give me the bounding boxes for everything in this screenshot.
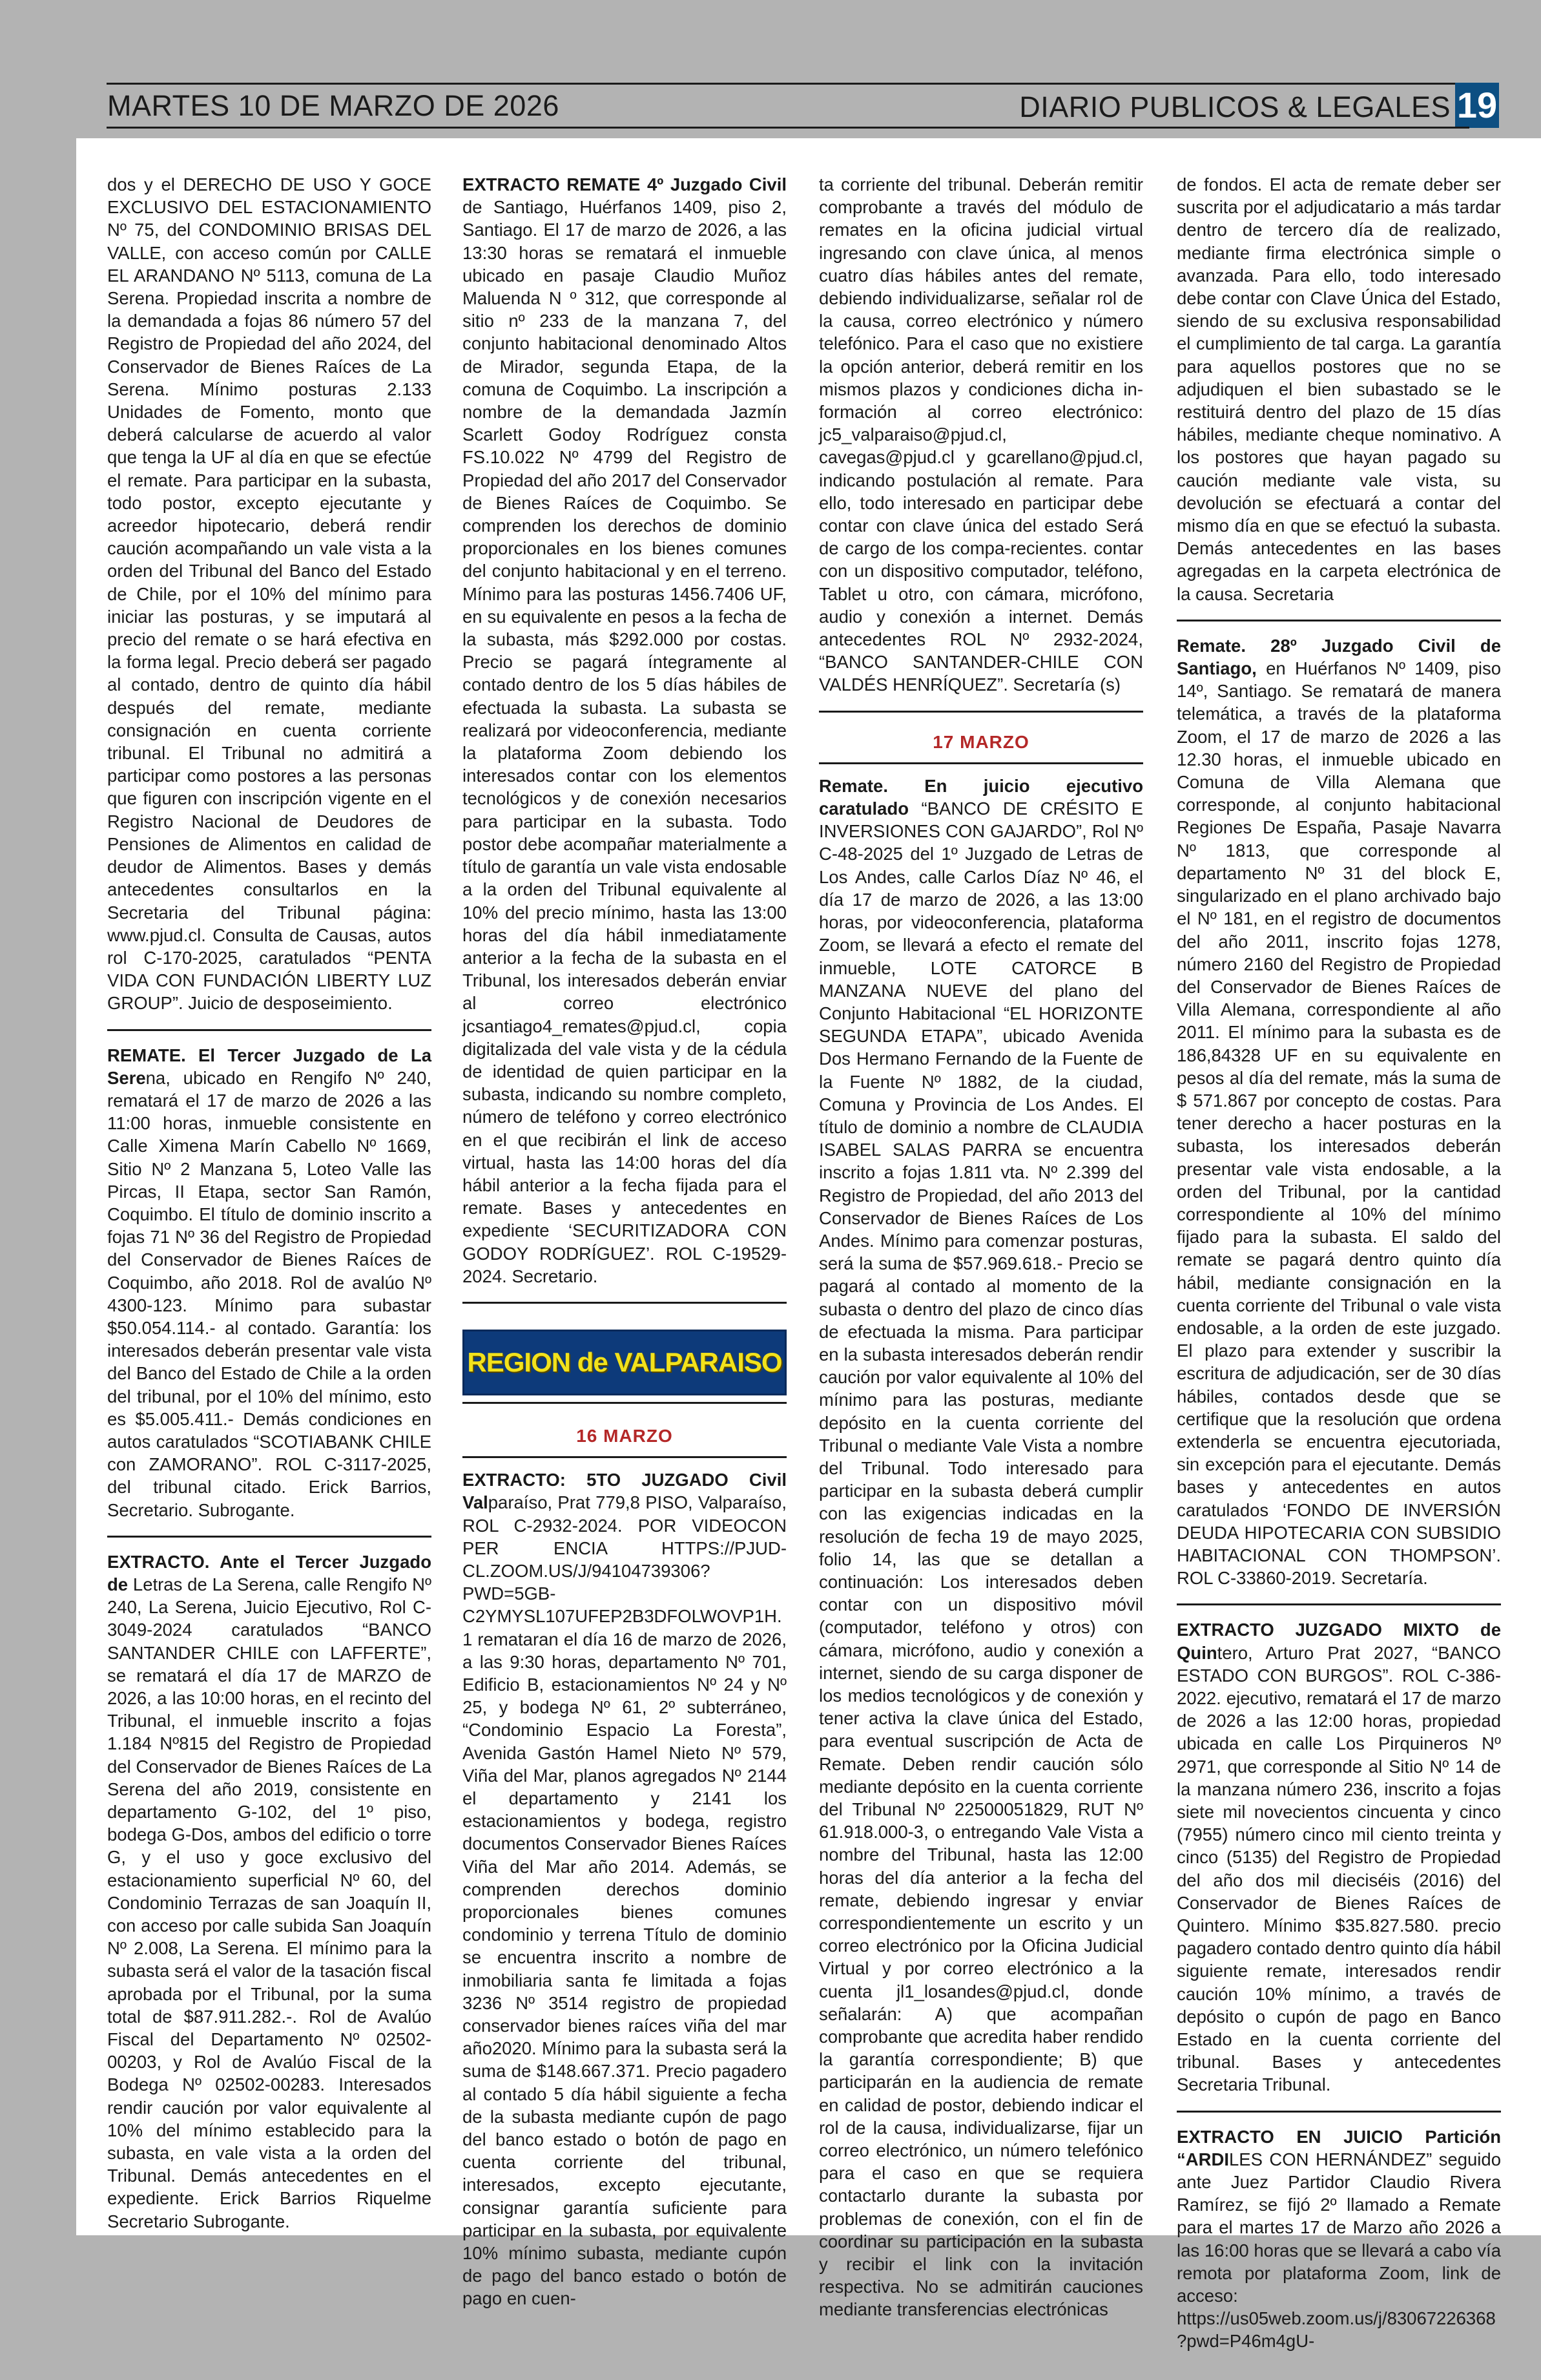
notice-penta-vida <box>107 173 431 1031</box>
notice-bci-gajardo <box>819 775 1143 2335</box>
notice-ardiles-hernandez <box>1177 2125 1501 2367</box>
notice-santander-valdes-cont <box>819 173 1143 713</box>
notice-body: dos y el DERECHO DE USO Y GOCE EXCLUSIVO DEL ESTACIONAMIENTO Nº 75, del CONDOMINIO BRISAS DEL VALLE, con acceso común por CALLE EL ARANDANO Nº 5113, comuna de La Serena. Propiedad inscrita a nombre de la demandada a fojas 86 número 57 del Registro de Propiedad del año 2024, del Conservador de Bienes Raíces de La Serena. Mínimo posturas 2.133 Unidades de Fomento, monto que deberá calcularse de acuerdo al valor que tenga la UF al día en que se efectúe el remate. Para participar en la subasta, todo postor, excepto ejecutante y acreedor hipotecario, deberá rendir caución acompañando un vale vista a la orden del Tribunal del Banco del Estado de Chile, por el 10% del mínimo para iniciar las posturas, y se imputará al precio del remate o se hará efectiva en la forma legal. Precio deberá ser pagado al contado, dentro de quinto día hábil después del remate, mediante consignación en cuenta corriente tribunal. El Tribunal no admitirá a participar como postores a las personas que figuren con inscripción vigente en el Registro Nacional de Deudores de Pensiones de Alimentos en calidad de deudor de Alimentos. Bases y demás antecedentes consultarlos en la Secretaria del Tribunal página: www.pjud.cl. Consulta de Causas, autos rol C-170-2025, caratulados “PENTA VIDA CON FUNDACIÓN LIBERTY LUZ GROUP”. Juicio de desposeimiento. <box>107 174 431 1014</box>
notice-scotiabank-zamorano <box>107 1044 431 1538</box>
notice-lead: REMATE. El Tercer Juzgado de La Sere <box>107 1045 431 1088</box>
notice-lead: EXTRACTO: 5TO JUZGADO Civil Val <box>462 1470 787 1513</box>
notice-body: na, ubicado en Rengifo Nº 240, rematará el 17 de marzo de 2026 a las 11:00 horas, inmueble consistente en Calle Ximena Marín Cabello Nº 1669, Sitio Nº 2 Manzana 5, Loteo Valle las Pircas, II Etapa, sector San Ramón, Coquimbo. El título de dominio inscrito a fojas 71 Nº 36 del Registro de Propiedad del Conservador de Bienes Raíces de Coquimbo, año 2018. Rol de avalúo Nº 4300-123. Mínimo para subastar $50.054.114.- al contado. Garantía: los interesados deberán presentar vale vista del Banco del Estado de Chile a la orden del tribunal, por el 10% del mínimo, esto es $5.005.411.- Demás condiciones en autos caratulados “SCOTIABANK CHILE con ZAMORANO”. ROL C-3117-2025, del tribunal citado. Erick Barrios, Secretario. Subrogante. <box>107 1067 431 1520</box>
notice-body: en Huérfanos Nº 1409, piso 14º, Santiago. Se rematará de manera telemática, a través de la plataforma Zoom, el 17 de marzo de 2026 a las 12.30 horas, el inmueble ubicado en Comuna de Villa Alemana que corresponde, al conjunto habitacional Regiones De España, Pasaje Navarra Nº 1813, que corresponde al departamento Nº 31 del block E, singularizado en el plano archivado bajo el Nº 181, en el registro de documentos del año 2011, inscrito fojas 1278, número 2160 del Registro de Propiedad del Conservador de Bienes Raíces de Villa Alemana, correspondiente al año 2011. El mínimo para la subasta es de 186,84328 UF en su equivalente en pesos al día del remate, más la suma de $ 571.867 por concepto de costas. Para tener derecho a hacer posturas en la subasta, los interesados deberán presentar vale vista endosable, a la orden del Tribunal, por la cantidad correspondiente al 10% del mínimo fijado para la subasta. El saldo del remate se pagará dentro quinto día hábil, mediante consignación en la cuenta corriente del Tribunal o vale vista endosable, a la orden de este juzgado. El plazo para extender y suscribir la escritura de adjudicación, ser de 30 días hábiles, contados desde que se certifique que la resolución que ordena extenderla se encuentra ejecutoriada, sin excepción para el ejecutante. Demás bases y antecedentes en autos caratulados ‘FONDO DE INVERSIÓN DEUDA HIPOTECARIA CON SUBSIDIO HABITACIONAL CON THOMPSON’. ROL C-33860-2019. Secretaría. <box>1177 658 1501 1589</box>
notice-lead: EXTRACTO EN JUICIO Partición “ARDI <box>1177 2126 1501 2169</box>
notice-bancoestado-burgos <box>1177 1618 1501 2112</box>
notice-santander-valdes <box>462 1468 787 2324</box>
notice-lead: EXTRACTO. Ante el Tercer Juzgado de <box>107 1551 431 1594</box>
notice-lead: Remate. 28º Juzgado Civil de Santiago, <box>1177 635 1501 679</box>
notice-securitizadora-godoy <box>462 173 787 1304</box>
header-bottom-rule <box>107 127 1469 129</box>
header-top-rule <box>107 83 1469 85</box>
region-banner <box>462 1330 787 1395</box>
column-1 <box>107 173 431 2260</box>
page-header <box>0 0 1541 137</box>
notice-lead: Remate. En juicio ejecutivo caratulado <box>819 775 1143 819</box>
notice-bci-gajardo-cont <box>1177 173 1501 621</box>
page-number: 19 <box>1455 83 1499 128</box>
region-section <box>462 1330 787 1404</box>
date-heading-17-marzo: 17 MARZO <box>819 725 1143 764</box>
date-heading-16-marzo: 16 MARZO <box>462 1419 787 1458</box>
notice-body: de Santiago, Huérfanos 1409, piso 2, Santiago. El 17 de marzo de 2026, a las 13:30 horas se rematará el inmueble ubicado en pasaje Claudio Muñoz Maluenda N º 312, que corresponde al sitio nº 233 de la manzana 7, del conjunto habitacional denominado Altos de Mirador, segunda Etapa, de la comuna de Coquimbo. La inscripción a nombre de la demandada Jazmín Scarlett Godoy Rodríguez consta FS.10.022 Nº 4799 del Registro de Propiedad del año 2017 del Conservador de Bienes Raíces de Coquimbo. Se comprenden los derechos de dominio proporcionales en los bienes comunes del conjunto habitacional y en el terreno. Mínimo para las posturas 1456.7406 UF, en su equivalente en pesos a la fecha de la subasta, más $292.000 por costas. Precio se pagará íntegramente al contado dentro de los 5 días hábiles de efectuada la subasta. La subasta se realizará por videoconferencia, mediante la plataforma Zoom debiendo los interesados contar con los elementos tecnológicos y de conexión necesarios para participar en la subasta. Todo postor debe acompañar materialmente a título de garantía un vale vista endosable a la orden del Tribunal equivalente al 10% del precio mínimo, hasta las 13:00 horas del día hábil inmediatamente anterior a la fecha de la subasta en el Tribunal, los interesados deberán enviar al correo electrónico jcsantiago4_remates@pjud.cl, copia digitalizada del vale vista y de la cédula de identidad de quien participar en la subasta, indicando su nombre completo, número de teléfono y correo electrónico en el que recibirán el link de acceso virtual, hasta las 14:00 horas del día hábil anterior a la fecha fijada para el remate. Bases y antecedentes en expediente ‘SECURITIZADORA CON GODOY RODRÍGUEZ’. ROL C-19529-2024. Secretario. <box>462 197 787 1286</box>
notice-fondo-inversion-thompson <box>1177 634 1501 1606</box>
notice-body: tero, Arturo Prat 2027, “BANCO ESTADO CON BURGOS”. ROL C-386-2022. ejecutivo, rematará el 17 de marzo de 2026 a las 12:00 horas, propiedad ubicada en calle Los Pirquineros Nº 2971, que corresponde al Sitio Nº 14 de la manzana número 236, inscrito a fojas siete mil novecientos cincuenta y cinco (7955) número cinco mil ciento treinta y cinco (5135) del Registro de Propiedad del año dos mil dieciséis (2016) del Conservador de Bienes Raíces de Quintero. Mínimo $35.827.580. precio pagadero contado dentro quinto día hábil siguiente remate, interesados rendir caución 10% mínimo, a través de depósito o cupón de pago en Banco Estado en la cuenta corriente del tribunal. Bases y antecedentes Secretaria Tribunal. <box>1177 1642 1501 2095</box>
notice-body: Letras de La Serena, calle Rengifo Nº 240, La Serena, Juicio Ejecutivo, Rol C-3049-2024 caratulados “BANCO SANTANDER CHILE con LAFFERTE”, se rematará el día 17 de MARZO de 2026, a las 10:00 horas, en el recinto del Tribunal, el inmueble inscrito a fojas 1.184 Nº815 del Registro de Propiedad del Conservador de Bienes Raíces de La Serena del año 2019, consistente en departamento G-102, del 1º piso, bodega G-Dos, ambos del edificio o torre G, y el uso y goce exclusivo del estacionamiento superficial Nº 60, del Condominio Terrazas de san Joaquín II, con acceso por calle subida San Joaquín Nº 2.008, La Serena. El mínimo para la subasta será el valor de la tasación fiscal aprobada por el Tribunal, por la suma total de $87.911.282.-. Rol de Avalúo Fiscal del Departamento Nº 02502-00203, y Rol de Avalúo Fiscal de la Bodega Nº 02502-00283. Interesados rendir caución por valor equivalente al 10% del mínimo establecido para la subasta, en vale vista a la orden del Tribunal. Demás antecedentes en el expediente. Erick Barrios Riquelme Secretario Subrogante. <box>107 1574 431 2231</box>
notice-lead: EXTRACTO REMATE 4º Juzgado Civil <box>462 174 787 194</box>
notice-body: paraíso, Prat 779,8 PISO, Valparaíso, ROL C-2932-2024. POR VIDEOCON PER ENCIA HTTPS://PJUD-CL.ZOOM.US/J/94104739306?PWD=5GB-C2YMYSL107UFEP2B3DFOLWOVP1H.1 remataran el día 16 de marzo de 2026, a las 9:30 horas, departamento Nº 701, Edificio B, estacionamientos Nº 24 y Nº 25, y bodega Nº 61, 2º subterráneo, “Condominio Espacio La Foresta”, Avenida Gastón Hamel Nieto Nº 579, Viña del Mar, planos agregados Nº 2144 el departamento y 2141 los estacionamientos y bodega, registro documentos Conservador Bienes Raíces Viña del Mar año 2014. Además, se comprenden derechos dominio proporcionales bienes comunes condominio y terrena Título de dominio se encuentra inscrito a nombre de inmobiliaria santa fe limitada a fojas 3236 Nº 3514 registro de propiedad conservador bienes raíces viña del mar año2020. Mínimo para la subasta será la suma de $148.667.371. Precio pagadero al contado 5 día hábil siguiente a fecha de la subasta mediante cupón de pago del banco estado o botón de pago en cuenta corriente del tribunal, interesados, excepto ejecutante, consignar garantía suficiente para participar en la subasta, por equivalente 10% mínimo subasta, mediante cupón de pago del banco estado o botón de pago en cuen- <box>462 1492 787 2309</box>
notice-body: “BANCO DE CRÉSITO E INVERSIONES CON GAJARDO”, Rol Nº C-48-2025 del 1º Juzgado de Letras de Los Andes, calle Carlos Díaz Nº 46, el día 17 de marzo de 2026, a las 13:00 horas, por videoconferencia, plataforma Zoom, se llevará a efecto el remate del inmueble, LOTE CATORCE B MANZANA NUEVE del plano del Conjunto Habitacional “EL HORIZONTE SEGUNDA ETAPA”, ubicado Avenida Dos Hermano Fernando de la Fuente de la Fuente Nº 1882, de la ciudad, Comuna y Provincia de Los Andes. El título de dominio a nombre de CLAUDIA ISABEL SALAS PARRA se encuentra inscrito a fojas 1.811 vta. Nº 2.399 del Registro de Propiedad, del año 2013 del Conservador de Bienes Raíces de Los Andes. Mínimo para comenzar posturas, será la suma de $57.969.618.- Precio se pagará al contado al momento de la subasta o dentro del plazo de cinco días de efectuada la misma. Para participar en la subasta interesados deberán rendir caución por valor equivalente al 10% del mínimo para las posturas, mediante depósito en la cuenta corriente del Tribunal o mediante Vale Vista a nombre del Tribunal. Todo interesado para participar en la subasta deberá cumplir con las exigencias indicadas en la resolución de fecha 19 de mayo 2025, folio 14, las que se detallan a continuación: Los interesados deben contar con un dispositivo móvil (computador, teléfono y otros) con cámara, micrófono, audio y conexión a internet, siendo de su carga disponer de los medios tecnológicos y de conexión y tener activa la clave única del Estado, para eventual suscripción de Acta de Remate. Deben rendir caución sólo mediante depósito en la cuenta corriente del Tribunal Nº 22500051829, RUT Nº 61.918.000-3, o entregando Vale Vista a nombre del Tribunal, hasta las 12:00 horas del día anterior a la fecha del remate, debiendo ingresar y enviar correspondientemente un escrito y un correo electrónico por la Oficina Judicial Virtual y por correo electrónico a la cuenta jl1_losandes@pjud.cl, donde señalarán: A) que acompañan comprobante que acredita haber rendido la garantía correspondiente; B) que participarán en la audiencia de remate en calidad de postor, debiendo indicar el rol de la causa, individualizarse, fijar un correo electrónico, un número telefónico para el caso en que se requiera contactarlo durante la subasta por problemas de conexión, con el fin de coordinar su participación en la subasta y recibir el link con la invitación respectiva. No se admitirán cauciones mediante transferencias electrónicas <box>819 799 1143 2320</box>
notice-body: LES CON HERNÁNDEZ” seguido ante Juez Partidor Claudio Rivera Ramírez, se fijó 2º llamado a Remate para el martes 17 de Marzo año 2026 a las 16:00 horas que se llevará a cabo vía remota por plataforma Zoom, link de acceso: https://us05web.zoom.us/j/83067226368?pwd=P46m4gU- <box>1177 2149 1501 2352</box>
notice-body: ta corriente del tribunal. Deberán remitir comprobante a través del módulo de remates en la oficina judicial virtual ingresando con clave única, al menos cuatro días hábiles antes del remate, debiendo individualizarse, señalar rol de la causa, correo electrónico y número telefónico. Para el caso que no existiere la opción anterior, deberá remitir en los mismos plazos y condiciones dicha in-formación al correo electrónico: jc5_valparaiso@pjud.cl, cavegas@pjud.cl y gcarellano@pjud.cl, indicando postulación al remate. Para ello, todo interesado en participar debe contar con clave única del estado Será de cargo de los compa-recientes. contar con un dispositivo computador, teléfono, Tablet u otro, con cámara, micrófono, audio y conexión a internet. Demás antecedentes ROL Nº 2932-2024, “BANCO SANTANDER-CHILE CON VALDÉS HENRÍQUEZ”. Secretaría (s) <box>819 174 1143 695</box>
region-title: REGION de VALPARAISO <box>467 1347 782 1378</box>
publication-name: DIARIO PUBLICOS & LEGALES <box>1019 90 1451 123</box>
notice-body: de fondos. El acta de remate deber ser suscrita por el adjudicatario a más tardar dentro de tercero día de realizado, mediante firma electrónica simple o avanzada. Para ello, todo interesado debe contar con Clave Única del Estado, siendo de su exclusiva responsabilidad el cumplimiento de tal carga. La garantía para aquellos postores que no se adjudiquen el bien subastado se le restituirá dentro del plazo de 15 días hábiles, mediante cheque nominativo. A los postores que hayan pagado su caución mediante vale vista, su devolución se efectuará a contar del mismo día en que se efectuó la subasta. Demás antecedentes en las bases agregadas en la carpeta electrónica de la causa. Secretaria <box>1177 174 1501 604</box>
notice-santander-lafferte <box>107 1550 431 2247</box>
column-4 <box>1177 173 1501 2380</box>
column-2 <box>462 173 787 2337</box>
column-3 <box>819 173 1143 2348</box>
notice-lead: EXTRACTO JUZGADO MIXTO de Quin <box>1177 1620 1501 1663</box>
issue-date: MARTES 10 DE MARZO DE 2026 <box>107 89 559 122</box>
